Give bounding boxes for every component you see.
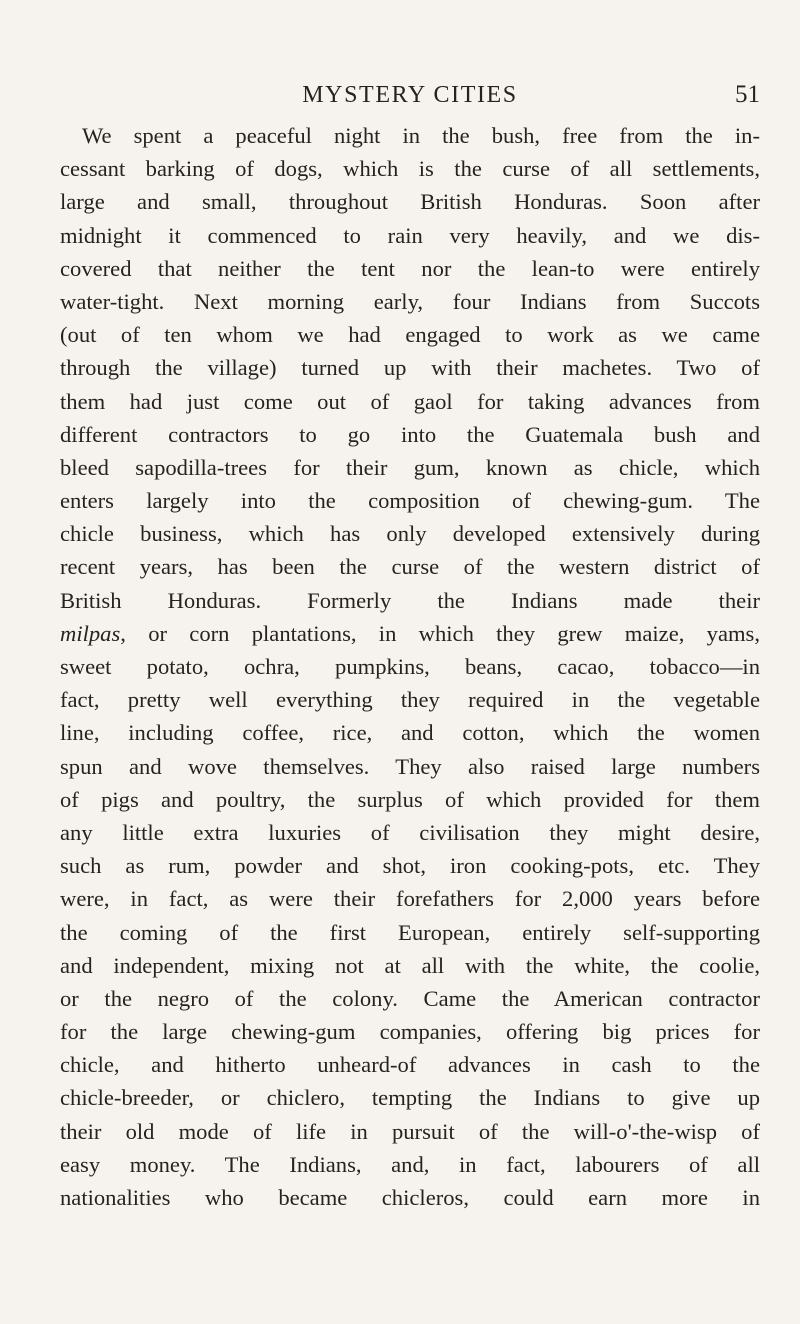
text-line: any little extra luxuries of civilisation they might desire,: [60, 819, 760, 845]
running-head: [60, 77, 760, 113]
page-number: 51: [735, 81, 760, 108]
text-line: different contractors to go into the Guatemala bush and: [60, 421, 760, 447]
text-line: [60, 617, 760, 650]
text-line: easy money. The Indians, and, in fact, labourers of all: [60, 1151, 760, 1177]
text-line: British Honduras. Formerly the Indians made their: [60, 587, 760, 613]
text-line: through the village) turned up with their machetes. Two of: [60, 355, 760, 381]
text-line: large and small, throughout British Honduras. Soon after: [60, 189, 760, 215]
text-line: the coming of the first European, entirely self-supporting: [60, 919, 760, 945]
text-line: fact, pretty well everything they required in the vegetable: [60, 687, 760, 713]
text-line: covered that neither the tent nor the lean-to were entirely: [60, 255, 760, 281]
text-line: them had just come out of gaol for taking advances from: [60, 388, 760, 414]
running-title: MYSTERY CITIES: [302, 82, 518, 108]
text-line: and independent, mixing not at all with the white, the coolie,: [60, 952, 760, 978]
text-line: We spent a peaceful night in the bush, free from the in-: [82, 123, 760, 148]
text-line: or the negro of the colony. Came the American contractor: [60, 985, 760, 1011]
text-line-rest: , or corn plantations, in which they grew maize, yams,: [120, 620, 760, 646]
text-line: midnight it commenced to rain very heavily, and we dis-: [60, 222, 760, 248]
text-line: of pigs and poultry, the surplus of which provided for them: [60, 786, 760, 812]
text-line: for the large chewing-gum companies, offering big prices for: [60, 1019, 760, 1045]
text-line: recent years, has been the curse of the western district of: [60, 554, 760, 580]
text-line: were, in fact, as were their forefathers for 2,000 years before: [60, 886, 760, 912]
body-paragraph: [60, 119, 760, 1214]
text-line: spun and wove themselves. They also raised large numbers: [60, 753, 760, 779]
text-line: water-tight. Next morning early, four Indians from Succots: [60, 288, 760, 314]
text-line: their old mode of life in pursuit of the will-o'-the-wisp of: [60, 1118, 760, 1144]
text-line: bleed sapodilla-trees for their gum, known as chicle, which: [60, 454, 760, 480]
text-line: chicle business, which has only developed extensively during: [60, 521, 760, 547]
text-line: sweet potato, ochra, pumpkins, beans, cacao, tobacco—in: [60, 654, 760, 679]
text-line: chicle-breeder, or chiclero, tempting the Indians to give up: [60, 1085, 760, 1111]
text-line: cessant barking of dogs, which is the curse of all settlements,: [60, 156, 760, 182]
text-line: chicle, and hitherto unheard-of advances in cash to the: [60, 1052, 760, 1078]
text-line: nationalities who became chicleros, could earn more in: [60, 1185, 760, 1210]
emphasized-term: milpas: [60, 620, 121, 646]
text-line: such as rum, powder and shot, iron cooking-pots, etc. They: [60, 853, 760, 879]
text-line: enters largely into the composition of chewing-gum. The: [60, 488, 760, 514]
text-line: (out of ten whom we had engaged to work as we came: [60, 322, 760, 348]
text-line: line, including coffee, rice, and cotton, which the women: [60, 720, 760, 746]
